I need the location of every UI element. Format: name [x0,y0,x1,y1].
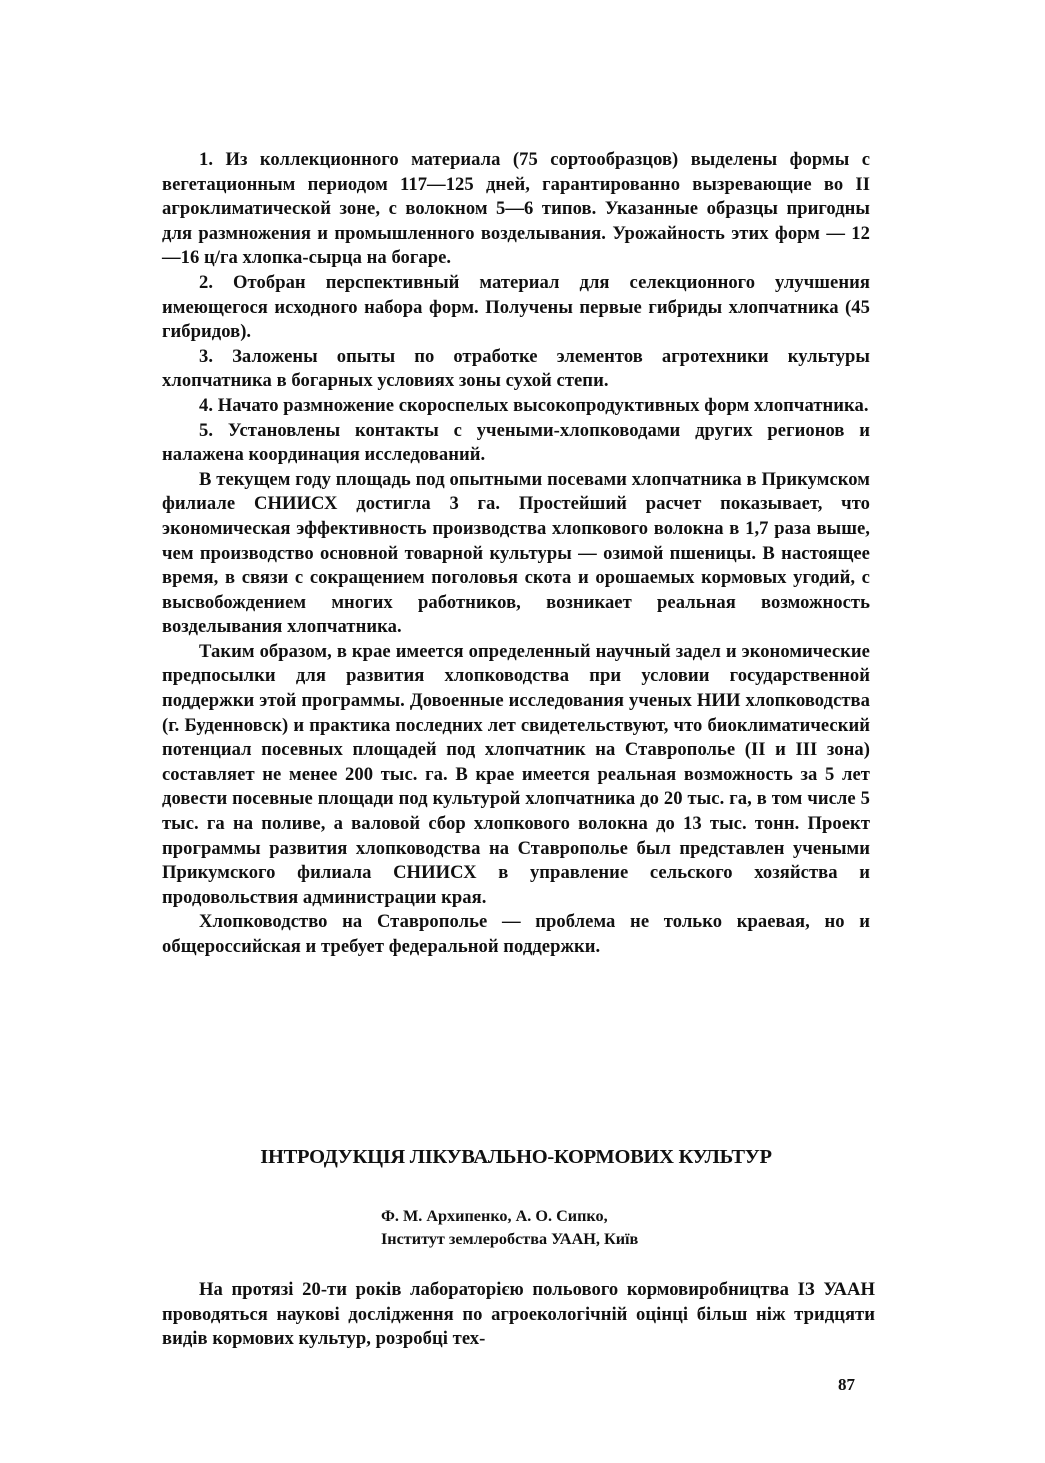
author-affiliation: Інститут землеробства УААН, Київ [381,1230,639,1248]
section-intro [162,1278,875,1352]
paragraph-result-5: 5. Установлены контакты с учеными-хлопководами других регионов и налажена координация исследований. [162,419,870,466]
paragraph-result-2: 2. Отобран перспективный материал для селекционного улучшения имеющегося исходного набора форм. Получены первые гибриды хлопчатника (45 гибридов). [162,271,870,343]
author-block [381,1205,801,1251]
section-title: ІНТРОДУКЦІЯ ЛІКУВАЛЬНО-КОРМОВИХ КУЛЬТУР [260,1146,772,1168]
author-names: Ф. М. Архипенко, А. О. Сипко, [381,1207,608,1225]
intro-paragraph: На протязі 20-ти років лабораторією польового кормовиробництва ІЗ УААН проводяться наукові дослідження по агроекологічній оцінці більш ніж тридцяти видів кормових культур, розробці тех- [162,1279,875,1350]
paragraph-result-1: 1. Из коллекционного материала (75 сортообразцов) выделены формы с вегетационным периодом 117—125 дней, гарантированно вызревающие во II агроклиматической зоне, с волокном 5—6 типов. Указанные образцы пригодны для размножения и промышленного возделывания. Урожайность этих форм — 12—16 ц/га хлопка-сырца на богаре. [162,149,870,269]
page-number: 87 [838,1375,855,1394]
paragraph-conclusion: Таким образом, в крае имеется определенный научный задел и экономические предпосылки для развития хлопководства при условии государственной поддержки этой программы. Довоенные исследования ученых НИИ хлопководства (г. Буденновск) и практика последних лет свидетельствуют, что биоклиматический потенциал посевных площадей под хлопчатник на Ставрополье (II и III зона) составляет не менее 200 тыс. га. В крае имеется реальная возможность за 5 лет довести посевные площади под культурой хлопчатника до 20 тыс. га, в том числе 5 тыс. га на поливе, а валовой сбор хлопкового волокна до 13 тыс. тонн. Проект программы развития хлопководства на Ставрополье был представлен учеными Прикумского филиала СНИИСХ в управление сельского хозяйства и продовольствия администрации края. [162,640,870,908]
article-body [162,148,870,960]
paragraph-federal-support: Хлопководство на Ставрополье — проблема не только краевая, но и общероссийская и требует федеральной поддержки. [162,911,870,957]
paragraph-result-3: 3. Заложены опыты по отработке элементов агротехники культуры хлопчатника в богарных условиях зоны сухой степи. [162,345,870,392]
paragraph-result-4: 4. Начато размножение скороспелых высокопродуктивных форм хлопчатника. [199,394,869,416]
paragraph-current-year: В текущем году площадь под опытными посевами хлопчатника в Прикумском филиале СНИИСХ достигла 3 га. Простейший расчет показывает, что экономическая эффективность производства хлопкового волокна в 1,7 раза выше, чем производство основной товарной культуры — озимой пшеницы. В настоящее время, в связи с сокращением поголовья скота и орошаемых кормовых угодий, с высвобождением многих работников, возникает реальная возможность возделывания хлопчатника. [162,468,870,638]
